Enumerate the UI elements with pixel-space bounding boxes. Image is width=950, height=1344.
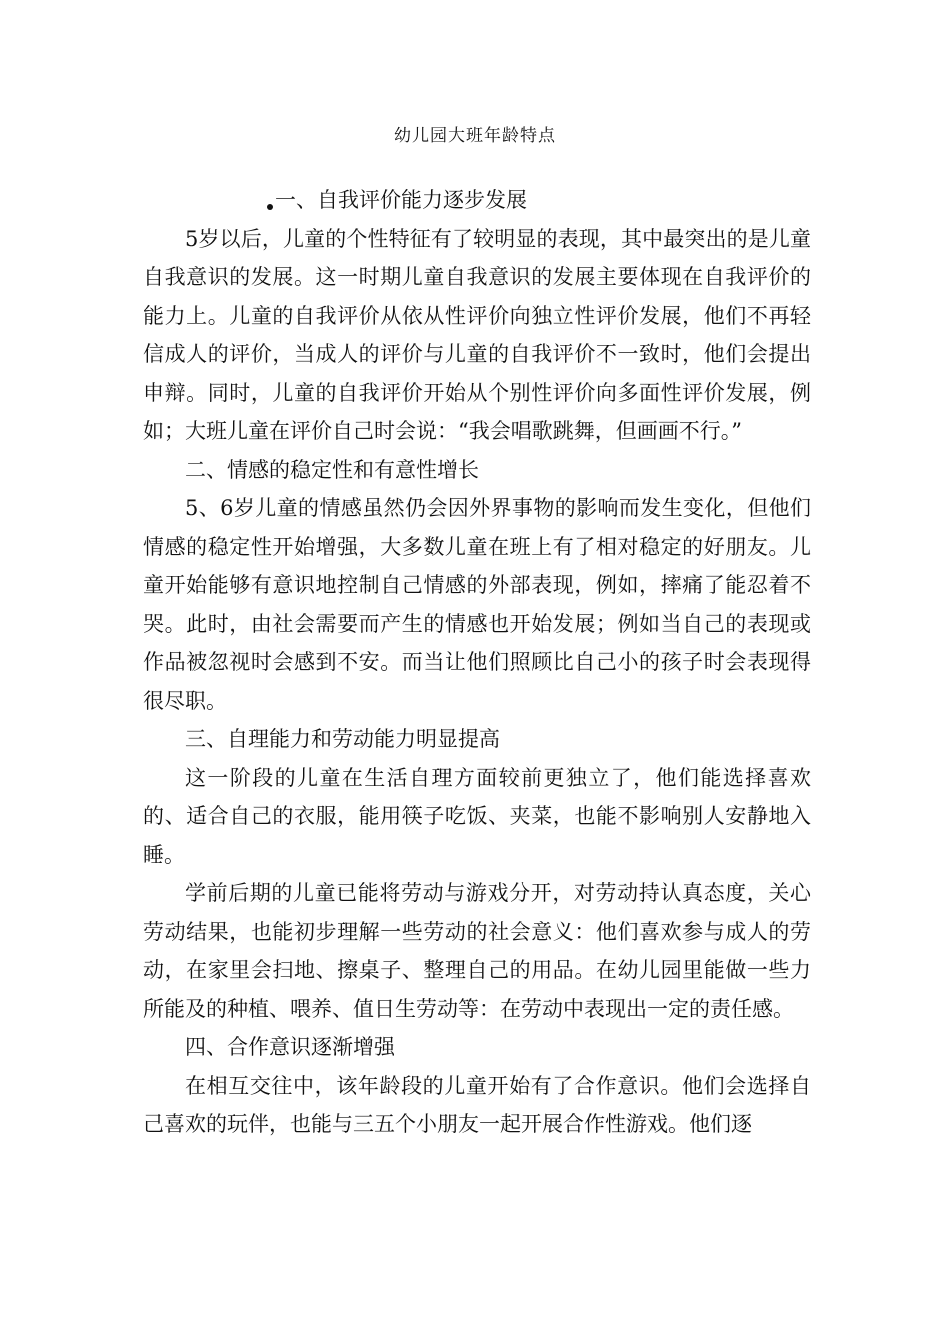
section-3-paragraph-2: 学前后期的儿童已能将劳动与游戏分开，对劳动持认真态度，关心劳动结果，也能初步理解一些劳动的社会意义：他们喜欢参与成人的劳动，在家里会扫地、擦桌子、整理自己的用品。在幼儿园里能做一些力所能及的种植、喂养、值日生劳动等：在劳动中表现出一定的责任感。 xyxy=(143,881,811,1021)
bullet-dot-icon xyxy=(267,204,273,210)
page-title: 幼儿园大班年龄特点 xyxy=(394,126,556,146)
section-1-paragraph-1: 5岁以后，儿童的个性特征有了较明显的表现，其中最突出的是儿童自我意识的发展。这一时期儿童自我意识的发展主要体现在自我评价的能力上。儿童的自我评价从依从性评价向独立性评价发展，他们不再轻信成人的评价，当成人的评价与儿童的自我评价不一致时，他们会提出申辩。同时，儿童的自我评价开始从个别性评价向多面性评价发展，例如；大班儿童在评价自己时会说：“我会唱歌跳舞，但画画不行。” xyxy=(143,226,811,443)
section-heading-1-text: 一、自我评价能力逐步发展 xyxy=(275,188,527,212)
section-2-paragraph-1: 5、6岁儿童的情感虽然仍会因外界事物的影响而发生变化，但他们情感的稳定性开始增强，大多数儿童在班上有了相对稳定的好朋友。儿童开始能够有意识地控制自己情感的外部表现，例如，摔痛了能忍着不哭。此时，由社会需要而产生的情感也开始发展；例如当自己的表现或作品被忽视时会感到不安。而当让他们照顾比自己小的孩子时会表现得很尽职。 xyxy=(143,496,811,713)
section-heading-4: 四、合作意识逐渐增强 xyxy=(185,1035,395,1059)
section-heading-1 xyxy=(143,181,811,220)
section-4-paragraph-1: 在相互交往中，该年龄段的儿童开始有了合作意识。他们会选择自己喜欢的玩伴，也能与三五个小朋友一起开展合作性游戏。他们逐 xyxy=(143,1073,811,1136)
section-heading-3: 三、自理能力和劳动能力明显提高 xyxy=(185,727,500,751)
document-body xyxy=(143,181,811,1144)
section-3-paragraph-1: 这一阶段的儿童在生活自理方面较前更独立了，他们能选择喜欢的、适合自己的衣服，能用筷子吃饭、夹菜，也能不影响别人安静地入睡。 xyxy=(143,765,811,867)
section-heading-2: 二、情感的稳定性和有意性增长 xyxy=(185,457,479,482)
